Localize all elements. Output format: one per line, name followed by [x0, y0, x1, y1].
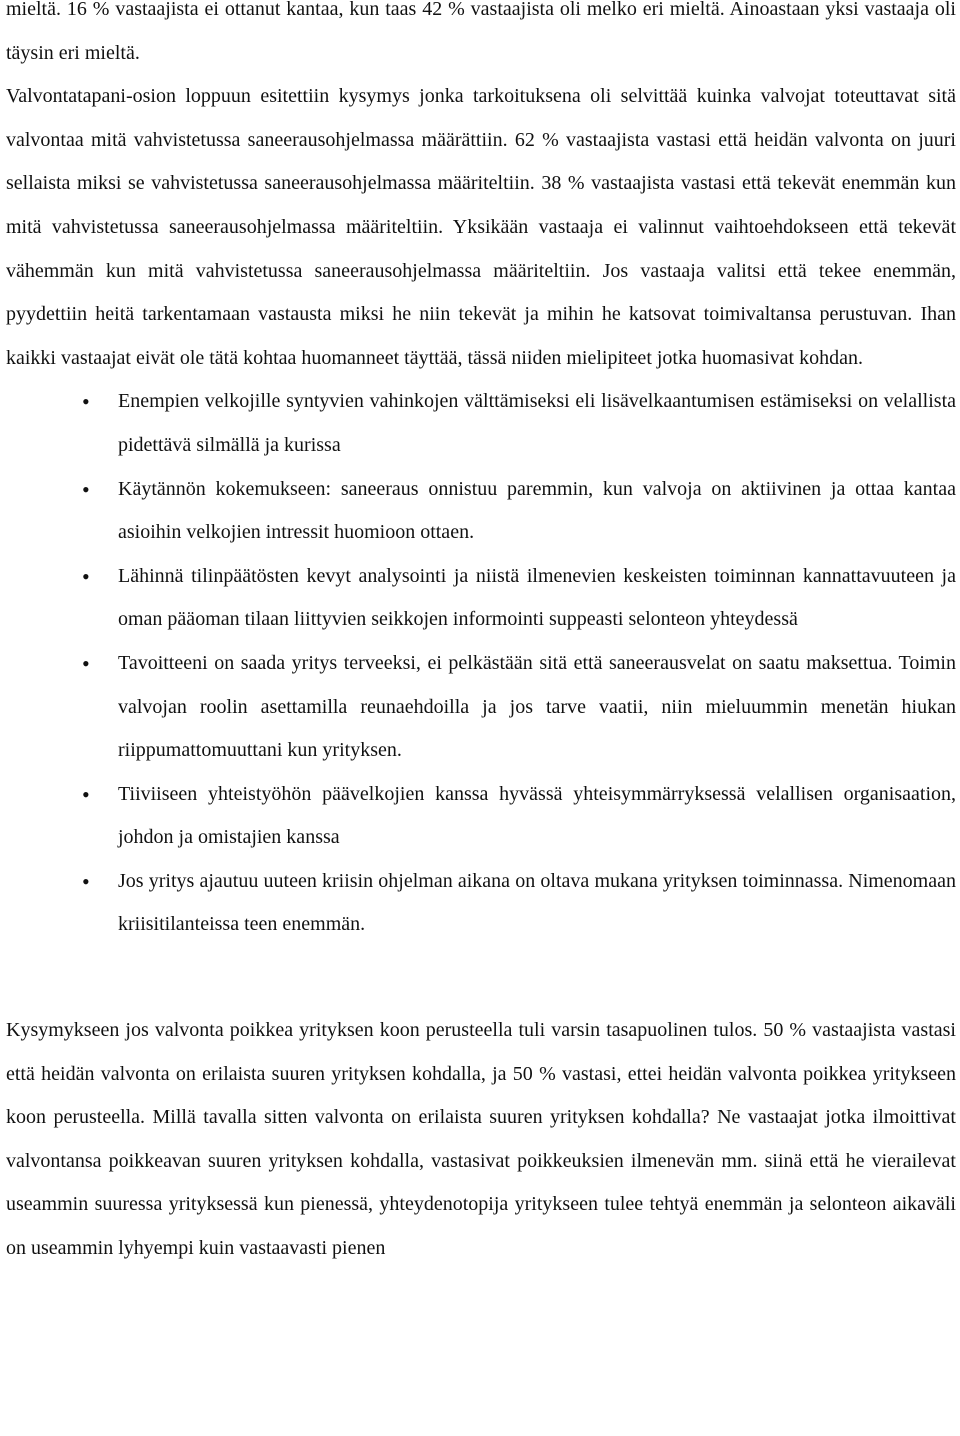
bullet-icon: • [82, 563, 90, 589]
list-item [82, 468, 956, 555]
list-item [82, 860, 956, 947]
bullet-list [6, 380, 956, 947]
list-item-text: Jos yritys ajautuu uuteen kriisin ohjelman aikana on oltava mukana yrityksen toiminnassa. Nimenomaan kriisitilanteissa teen enemmän. [118, 869, 956, 936]
list-item-text: Tiiviiseen yhteistyöhön päävelkojien kanssa hyvässä yhteisymmärryksessä velallisen organisaation, johdon ja omistajien kanssa [118, 782, 956, 849]
bullet-icon: • [82, 650, 90, 676]
list-item-text: Lähinnä tilinpäätösten kevyt analysointi ja niistä ilmenevien keskeisten toiminnan kannattavuuteen ja oman pääoman tilaan liittyvien seikkojen informointi suppeasti selonteon yhteydessä [118, 564, 956, 631]
paragraph-3: Kysymykseen jos valvonta poikkea yrityksen koon perusteella tuli varsin tasapuolinen tulos. 50 % vastaajista vastasi että heidän valvonta on erilaista suuren yrityksen kohdalla, ja 50 % vastasi, ettei heidän valvonta poikkea yritykseen koon perusteella. Millä tavalla sitten valvonta on erilaista suuren yrityksen kohdalla? Ne vastaajat jotka ilmoittivat valvontansa poikkeavan suuren yrityksen kohdalla, vastasivat poikkeuksien ilmenevän mm. siinä että he vierailevat useammin suuressa yrityksessä kun pienessä, yhteydenotopija yritykseen tulee tehtyä enemmän ja selonteon aikaväli on useammin lyhyempi kuin vastaavasti pienen [6, 1019, 956, 1260]
paragraph-1: mieltä. 16 % vastaajista ei ottanut kantaa, kun taas 42 % vastaajista oli melko eri mieltä. Ainoastaan yksi vastaaja oli täysin eri mieltä. [6, 0, 956, 64]
list-item [82, 555, 956, 642]
list-item-text: Käytännön kokemukseen: saneeraus onnistuu paremmin, kun valvoja on aktiivinen ja ottaa kantaa asioihin velkojien intressit huomioon ottaen. [118, 477, 956, 544]
bullet-icon: • [82, 868, 90, 894]
section-spacer [6, 947, 956, 1009]
list-item [82, 380, 956, 467]
list-item [82, 642, 956, 773]
document-page [6, 0, 956, 1271]
list-item [82, 773, 956, 860]
bullet-icon: • [82, 389, 90, 415]
bullet-icon: • [82, 781, 90, 807]
list-item-text: Enempien velkojille syntyvien vahinkojen välttämiseksi eli lisävelkaantumisen estämiseksi on velallista pidettävä silmällä ja kurissa [118, 390, 956, 456]
bullet-icon: • [82, 476, 90, 502]
list-item-text: Tavoitteeni on saada yritys terveeksi, ei pelkästään sitä että saneerausvelat on saatu maksettua. Toimin valvojan roolin asettamilla reunaehdoilla ja jos tarve vaatii, niin mieluummin menetän hiukan riippumattomuuttani kun yrityksen. [118, 651, 956, 762]
paragraph-2: Valvontatapani-osion loppuun esitettiin kysymys jonka tarkoituksena oli selvittää kuinka valvojat toteuttavat sitä valvontaa mitä vahvistetussa saneerausohjelmassa määrättiin. 62 % vastaajista vastasi että heidän valvonta on juuri sellaista miksi se vahvistetussa saneerausohjelmassa määriteltiin. 38 % vastaajista vastasi että tekevät enemmän kun mitä vahvistetussa saneerausohjelmassa määriteltiin. Yksikään vastaaja ei valinnut vaihtoehdokseen että tekevät vähemmän kun mitä vahvistetussa saneerausohjelmassa määriteltiin. Jos vastaaja valitsi että tekee enemmän, pyydettiin heitä tarkentamaan vastausta miksi he niin tekevät ja mihin he katsovat toimivaltansa perustuvan. Ihan kaikki vastaajat eivät ole tätä kohtaa huomanneet täyttää, tässä niiden mielipiteet jotka huomasivat kohdan. [6, 85, 956, 369]
